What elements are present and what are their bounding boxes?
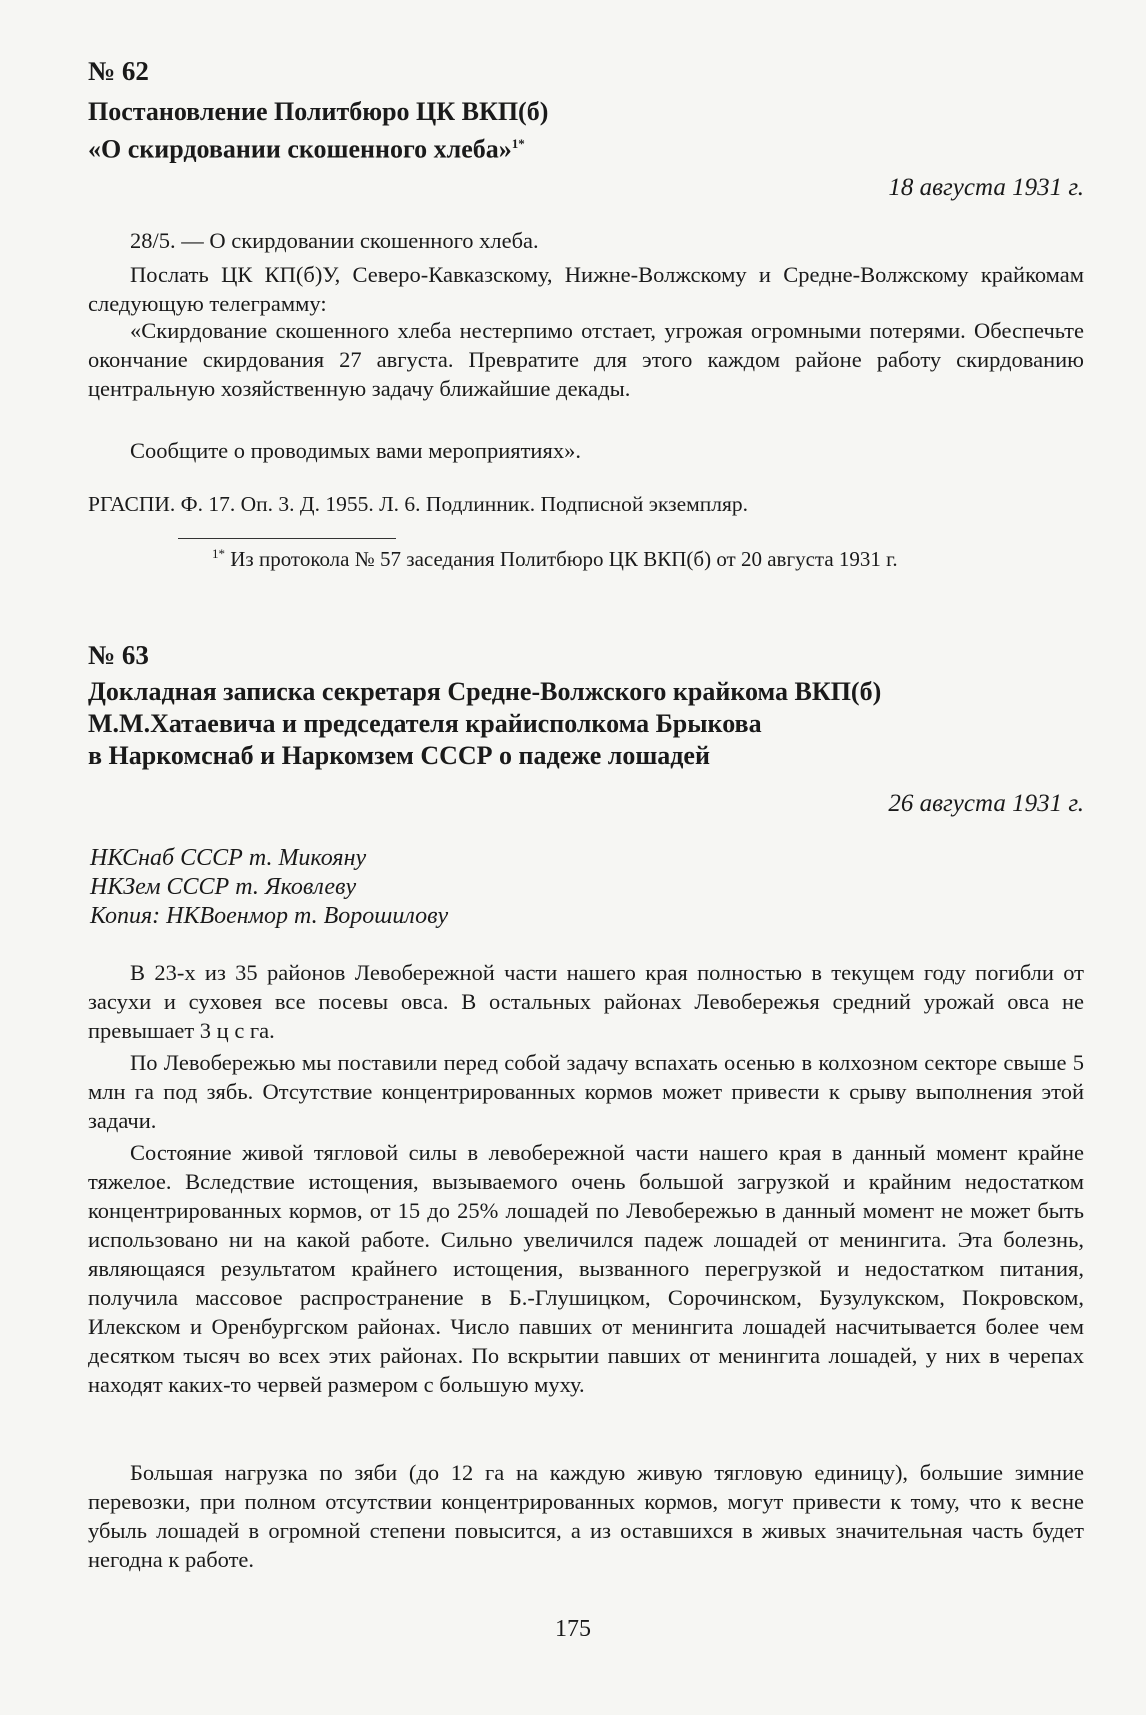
doc-62-title (88, 96, 548, 166)
page-number: 175 (555, 1616, 591, 1642)
doc-63-title-line-1: Докладная записка секретаря Средне-Волжского крайкома ВКП(б) (88, 677, 882, 706)
doc-63-date: 26 августа 1931 г. (888, 790, 1084, 817)
addressee-2: НКЗем СССР т. Яковлеву (90, 874, 357, 900)
doc-62-paragraph-2: Послать ЦК КП(б)У, Северо-Кавказскому, Нижне-Волжскому и Средне-Волжскому крайкомам следующую телеграмму: (88, 262, 1084, 316)
doc-62-number: № 62 (88, 56, 149, 86)
doc-62-footnote-mark: 1* (212, 546, 225, 561)
doc-63-title (88, 676, 881, 772)
doc-63-paragraph-1: В 23-х из 35 районов Левобережной части нашего края полностью в текущем году погибли от засухи и суховея все посевы овса. В остальных районах Левобережья средний урожай овса не превышает 3 ц с га. (88, 960, 1084, 1043)
doc-63-paragraph-3: Состояние живой тягловой силы в левобережной части нашего края в данный момент крайне тяжелое. Вследствие истощения, вызываемого очень большой загрузкой и крайним недостатком концентрированных кормов, от 15 до 25% лошадей по Левобережью в данный момент не может быть использовано ни на какой работе. Сильно увеличился падеж лошадей от менингита. Эта болезнь, являющаяся результатом крайнего истощения, вызванного перегрузкой и недостатком питания, получила массовое распространение в Б.-Глушицком, Сорочинском, Бузулукском, Покровском, Илекском и Оренбургском районах. Число павших от менингита лошадей насчитывается более чем десятком тысяч во всех этих районах. По вскрытии павших от менингита лошадей, у них в черепах находят каких-то червей размером с большую муху. (88, 1140, 1084, 1397)
doc-62-paragraph-1: 28/5. — О скирдовании скошенного хлеба. (130, 228, 539, 253)
doc-62-paragraph-4: Сообщите о проводимых вами мероприятиях». (130, 438, 581, 463)
doc-63-title-line-2: М.М.Хатаевича и председателя крайисполкома Брыкова (88, 709, 762, 738)
doc-62-date: 18 августа 1931 г. (888, 174, 1084, 201)
doc-62-title-line-2 (88, 128, 548, 166)
doc-63-number: № 63 (88, 640, 149, 670)
doc-62-paragraph-3: «Скирдование скошенного хлеба нестерпимо отстает, угрожая огромными потерями. Обеспечьте окончание скирдования 27 августа. Превратите для этого каждом районе работу скирдованию центральную хозяйственную задачу ближайшие декады. (88, 318, 1084, 401)
doc-62-footnote (212, 546, 898, 572)
addressee-3: Копия: НКВоенмор т. Ворошилову (90, 903, 449, 929)
doc-62-footnote-text: Из протокола № 57 заседания Политбюро ЦК ВКП(б) от 20 августа 1931 г. (225, 547, 898, 571)
doc-63-paragraph-2: По Левобережью мы поставили перед собой задачу вспахать осенью в колхозном секторе свыше 5 млн га под зябь. Отсутствие концентрированных кормов может привести к срыву выполнения этой задачи. (88, 1050, 1084, 1133)
addressee-1: НКСнаб СССР т. Микояну (90, 845, 367, 871)
doc-63-paragraph-4: Большая нагрузка по зяби (до 12 га на каждую живую тягловую единицу), большие зимние перевозки, при полном отсутствии концентрированных кормов, могут привести к тому, что к весне убыль лошадей в огромной степени повысится, а из оставшихся в живых значительная часть будет негодна к работе. (88, 1460, 1084, 1572)
doc-62-title-footnote-mark: 1* (511, 136, 525, 151)
doc-62-title-line-2-text: «О скирдовании скошенного хлеба» (88, 134, 512, 164)
doc-63-addressees (90, 844, 448, 931)
footnote-divider (178, 538, 396, 539)
doc-62-title-line-1: Постановление Политбюро ЦК ВКП(б) (88, 97, 549, 126)
doc-63-title-line-3: в Наркомснаб и Наркомзем СССР о падеже лошадей (88, 741, 710, 770)
doc-62-archive-reference: РГАСПИ. Ф. 17. Оп. 3. Д. 1955. Л. 6. Подлинник. Подписной экземпляр. (88, 492, 749, 516)
